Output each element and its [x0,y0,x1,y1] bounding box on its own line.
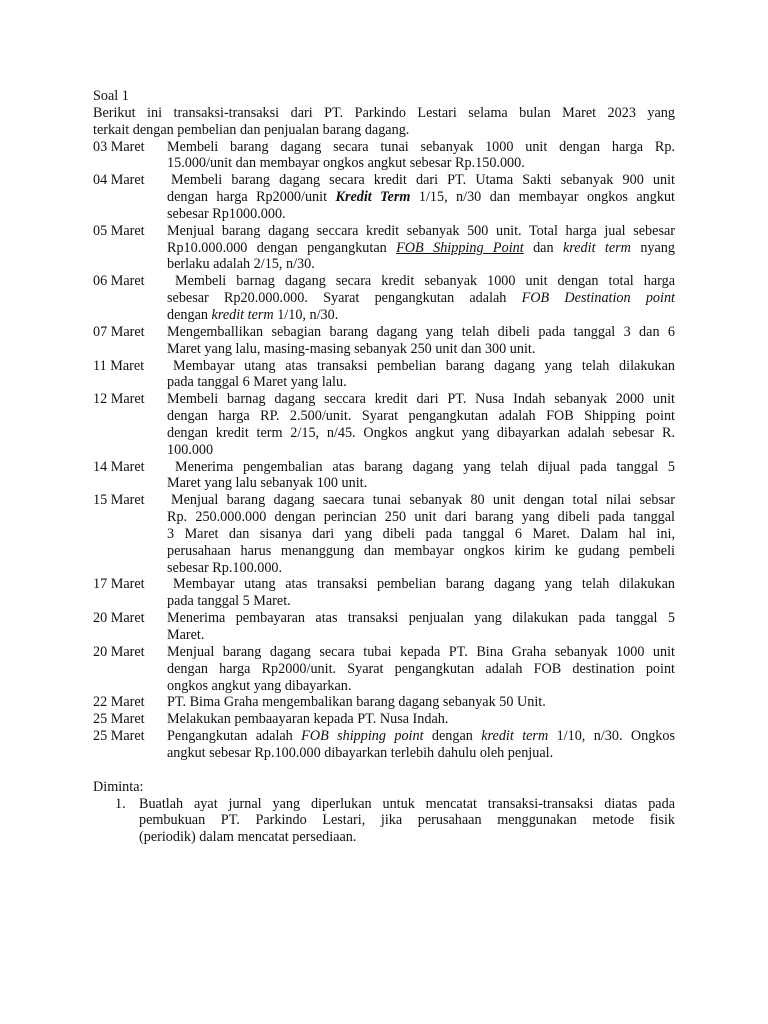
transaction-date: 05 Maret [93,222,145,239]
transaction-text [167,358,675,392]
transaction-line: 3 Maret dan sisanya dari yang dibeli pada tanggal 6 Maret. Dalam hal ini, [167,525,675,542]
transaction-line: pada tanggal 6 Maret yang lalu. [167,374,347,391]
diminta-heading: Diminta: [93,778,144,795]
transaction-date: 11 Maret [93,357,145,374]
transaction-text [167,223,675,274]
transaction-date: 04 Maret [93,172,145,189]
transaction-text [167,324,675,358]
transaction-line: angkut sebesar Rp.100.000 dibayarkan terlebih dahulu oleh penjual. [167,744,554,761]
text-run: dengan [423,728,482,745]
transaction-entry [93,139,675,173]
transaction-entry [93,391,675,458]
transaction-line: sebesar Rp.100.000. [167,559,283,576]
transaction-entry [93,610,675,644]
document-content [93,88,675,846]
text-run: 1/10, n/30. Ongkos [548,728,676,745]
transaction-line [167,189,675,206]
intro-line-2: terkait dengan pembelian dan penjualan barang dagang. [93,121,410,138]
diminta-item [115,796,675,847]
transaction-line: Membeli barang dagang secara tunai sebanyak 1000 unit dengan harga Rp. [167,138,675,155]
kredit-term-term: kredit term [211,306,274,323]
text-run: Pengangkutan adalah [167,728,302,745]
transaction-entry [93,324,675,358]
text-run: sebesar Rp20.000.000. Syarat pengangkutan adalah [167,290,522,307]
transaction-text [167,610,675,644]
intro-line-1: Berikut ini transaksi-transaksi dari PT. Parkindo Lestari selama bulan Maret 2023 yang [93,104,675,121]
transaction-line [167,290,675,307]
transaction-date: 12 Maret [93,391,145,408]
transaction-line: Membeli barnag dagang secara kredit sebanyak 1000 unit dengan total harga [175,273,675,290]
diminta-item-number: 1. [115,795,126,812]
transaction-line: Membeli barnag dagang seccara kredit dari PT. Nusa Indah sebanyak 2000 unit [167,391,675,408]
transaction-line: Maret yang lalu, masing-masing sebanyak 250 unit dan 300 unit. [167,340,536,357]
diminta-line: pembukuan PT. Parkindo Lestari, jika perusahaan menggunakan metode fisik [139,812,675,829]
transaction-date: 20 Maret [93,610,145,627]
transaction-date: 03 Maret [93,138,145,155]
transaction-line: dengan kredit term 2/15, n/45. Ongkos angkut yang dibayarkan adalah sebesar R. [167,424,675,441]
transaction-entry [93,694,675,711]
transaction-line: Melakukan pembaayaran kepada PT. Nusa Indah. [167,711,449,728]
transaction-line: pada tanggal 5 Maret. [167,593,291,610]
transaction-text [167,576,675,610]
transaction-entry [93,358,675,392]
transaction-line: Membayar utang atas transaksi pembelian barang dagang yang telah dilakukan [173,357,675,374]
transaction-line: Membeli barang dagang secara kredit dari PT. Utama Sakti sebanyak 900 unit [171,172,675,189]
blank-line [93,762,675,779]
transaction-line: 15.000/unit dan membayar ongkos angkut sebesar Rp.150.000. [167,155,525,172]
transaction-text [167,139,675,173]
transaction-date: 20 Maret [93,643,145,660]
transaction-line: sebesar Rp1000.000. [167,205,286,222]
kredit-term-term: kredit term [481,728,549,745]
text-run: dan [523,239,563,256]
transaction-entry [93,492,675,576]
transaction-line: dengan harga RP. 2.500/unit. Syarat pengangkutan adalah FOB Shipping point [167,408,675,425]
transaction-text [167,459,675,493]
transaction-line [167,240,675,257]
transaction-line: ongkos angkut yang dibayarkan. [167,677,352,694]
transaction-entry [93,223,675,274]
fob-shipping-point-term: FOB Shipping Point [396,239,524,256]
transaction-entry [93,273,675,324]
text-run: dengan [167,306,212,323]
transaction-entry [93,172,675,223]
diminta-line: Buatlah ayat jurnal yang diperlukan untuk mencatat transaksi-transaksi diatas pada [139,795,675,812]
transaction-line: Menerima pembayaran atas transaksi penjualan yang dilakukan pada tanggal 5 [167,610,675,627]
fob-destination-point-term: FOB Destination point [521,290,675,307]
transaction-line: Menjual barang dagang seccara kredit sebanyak 500 unit. Total harga jual sebesar [167,222,675,239]
transaction-text [167,492,675,576]
transaction-text [167,391,675,458]
transaction-text [167,172,675,223]
transaction-line: Menerima pengembalian atas barang dagang yang telah dijual pada tanggal 5 [175,458,675,475]
transaction-line: dengan harga Rp2000/unit. Syarat pengangkutan adalah FOB destination point [167,660,675,677]
text-run: nyang [630,239,675,256]
transaction-date: 22 Maret [93,694,145,711]
transaction-entry [93,644,675,695]
transaction-text [167,273,675,324]
transaction-line: perusahaan harus menanggung dan membayar ongkos kirim ke gudang pembeli [167,542,675,559]
transaction-line: Maret yang lalu sebanyak 100 unit. [167,475,368,492]
transaction-date: 06 Maret [93,273,145,290]
transaction-entry [93,711,675,728]
kredit-term-term: kredit term [562,239,631,256]
transaction-entry [93,459,675,493]
transaction-text [167,711,675,728]
text-run: dengan harga Rp2000/unit [167,189,336,206]
transaction-line: berlaku adalah 2/15, n/30. [167,256,315,273]
diminta-item-text [139,796,675,847]
text-run: 1/15, n/30 dan membayar ongkos angkut [410,189,675,206]
transaction-date: 14 Maret [93,458,145,475]
transaction-line: PT. Bima Graha mengembalikan barang dagang sebanyak 50 Unit. [167,694,546,711]
transaction-date: 25 Maret [93,711,145,728]
transaction-line: Menjual barang dagang secara tubai kepada PT. Bina Graha sebanyak 1000 unit [167,643,675,660]
transaction-line: 100.000 [167,441,214,458]
kredit-term-term: Kredit Term [335,189,411,206]
fob-shipping-point-term: FOB shipping point [301,728,424,745]
transaction-line [167,307,675,324]
transaction-line: Rp. 250.000.000 dengan perincian 250 unit dari barang yang dibeli pada tanggal [167,509,675,526]
transaction-text [167,728,675,762]
transaction-line: Mengemballikan sebagian barang dagang yang telah dibeli pada tanggal 3 dan 6 [167,323,675,340]
transaction-line: Membayar utang atas transaksi pembelian barang dagang yang telah dilakukan [173,576,675,593]
transaction-line: Menjual barang dagang saecara tunai sebanyak 80 unit dengan total nilai sebsar [171,492,675,509]
transaction-line: Maret. [167,627,205,643]
transaction-text [167,644,675,695]
transaction-line [167,728,675,745]
section-title: Soal 1 [93,88,129,104]
transaction-date: 15 Maret [93,492,145,509]
transaction-date: 07 Maret [93,323,145,340]
transaction-entry [93,728,675,762]
transaction-entry [93,576,675,610]
diminta-line: (periodik) dalam mencatat persediaan. [139,829,357,846]
text-run: Rp10.000.000 dengan pengangkutan [167,239,397,256]
text-run: 1/10, n/30. [273,306,339,323]
transaction-date: 25 Maret [93,728,145,745]
transaction-text [167,694,675,711]
transaction-date: 17 Maret [93,576,145,593]
